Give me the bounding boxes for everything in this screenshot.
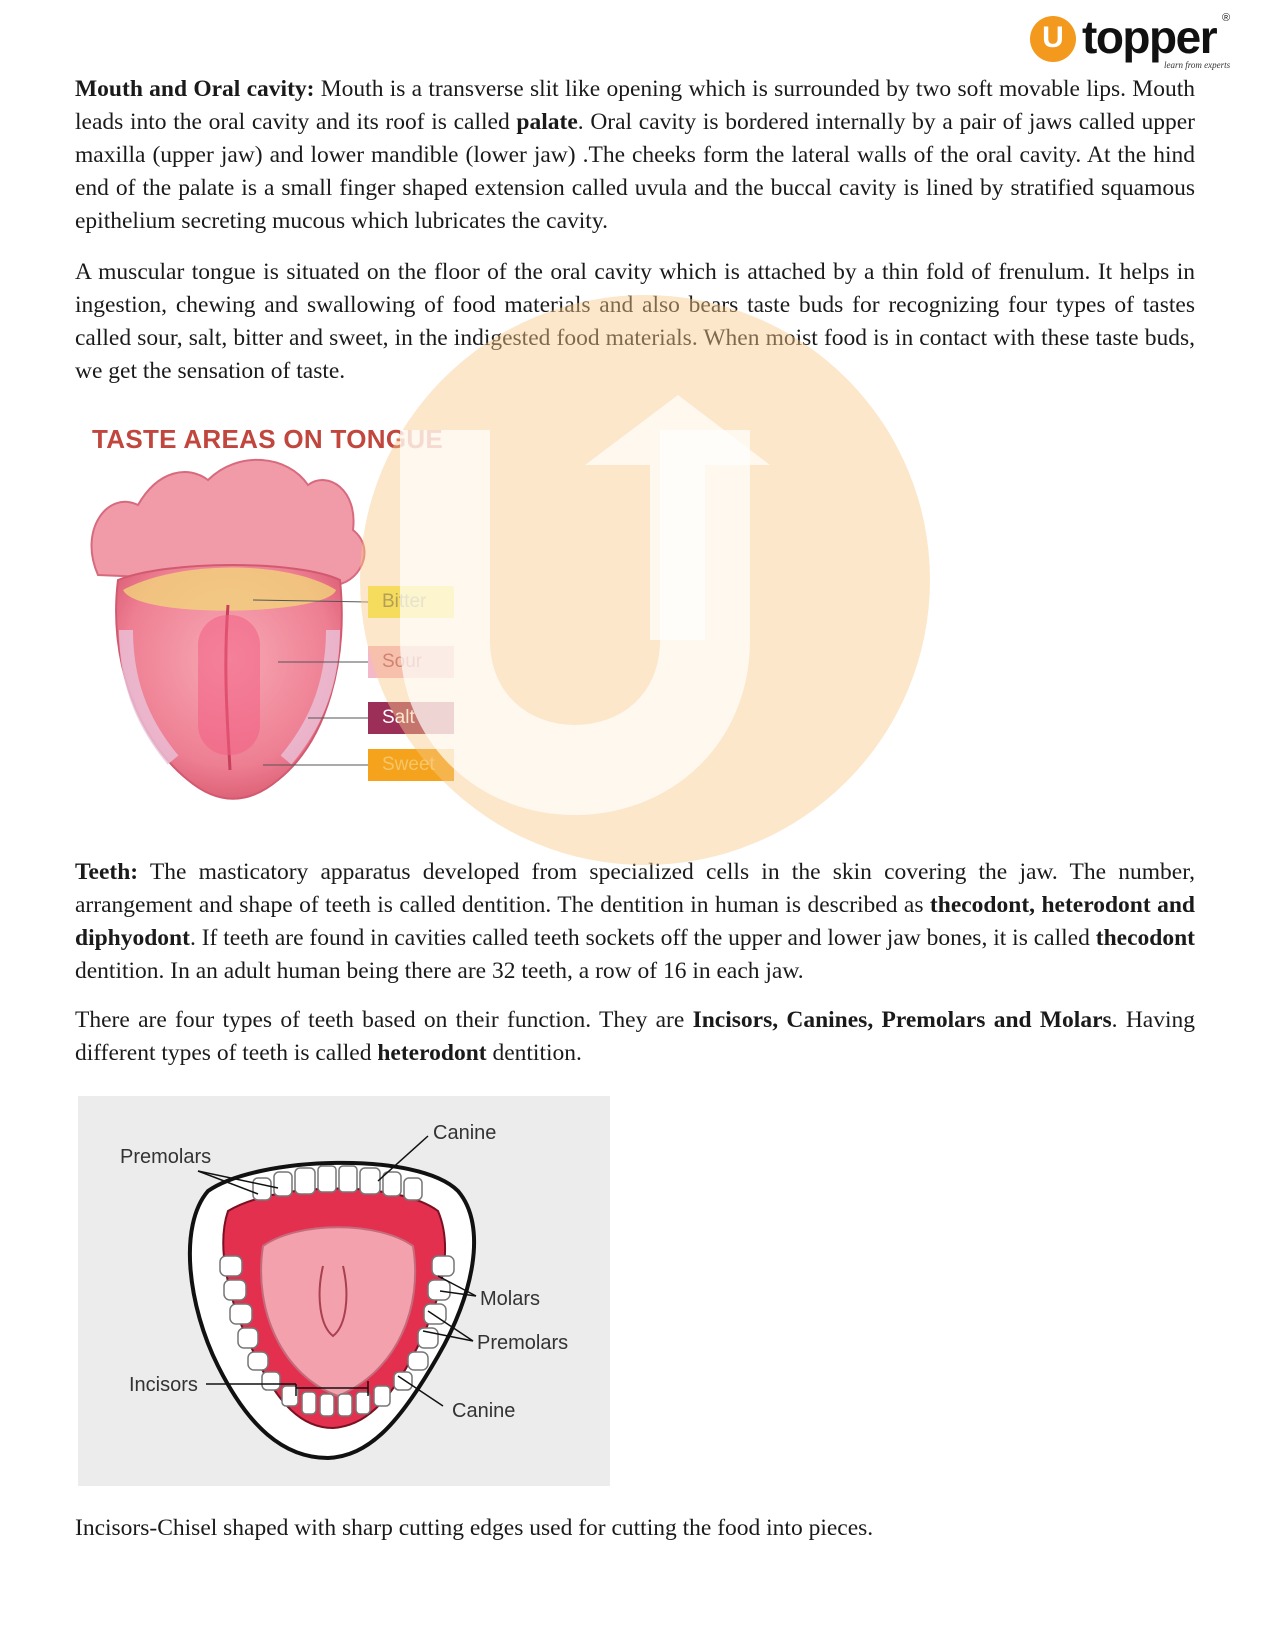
palate-term: palate [516,109,578,135]
sweet-label: Sweet [368,749,454,781]
mouth-oral-cavity-paragraph [75,73,1195,238]
molars-label: Molars [480,1288,541,1310]
salt-label: Salt [368,702,454,734]
premolars-right-label: Premolars [477,1332,569,1354]
teeth-text-1: The masticatory apparatus developed from specialized cells in the skin covering the jaw. The number, arrangement and shape of teeth is called dentition. The dentition in human is described as [75,859,1195,918]
teeth-heading: Teeth: [75,859,139,885]
taste-figure-title: TASTE AREAS ON TONGUE [92,424,444,454]
dentition-types-term: thecodont, heterodont and diphyodont [75,892,1195,951]
incisors-label: Incisors [129,1374,198,1396]
taste-areas-figure [78,410,468,830]
bitter-label: Bitter [368,586,454,618]
types-text-1: There are four types of teeth based on their function. They are [75,1007,693,1033]
topper-logo [1030,10,1240,72]
teeth-types-term: Incisors, Canines, Premolars and Molars [692,1007,1112,1033]
brand-name: topper [1082,11,1217,63]
mouth-heading: Mouth and Oral cavity: [75,76,315,102]
tongue-paragraph: A muscular tongue is situated on the floor of the oral cavity which is attached by a thin fold of frenulum. It helps in ingestion, chewing and swallowing of food materials and also bears taste buds for recognizing four types of tastes called sour, salt, bitter and sweet, in the indigested food materials. When moist food is in contact with these taste buds, we get the sensation of taste. [75,259,1195,384]
topper-logo-icon: U [1030,16,1076,62]
registered-mark: ® [1222,12,1231,24]
teeth-text-2: . If teeth are found in cavities called teeth sockets off the upper and lower jaw bones, it is called [189,925,1096,951]
mouth-text-1: Mouth is a transverse slit like opening which is surrounded by two soft movable lips. Mouth leads into the oral cavity and its roof is called [75,76,1195,135]
premolars-top-label: Premolars [120,1146,212,1168]
heterodont-term: heterodont [377,1040,487,1066]
teeth-text-3: dentition. In an adult human being there are 32 teeth, a row of 16 in each jaw. [75,958,804,984]
teeth-types-figure [78,1096,610,1486]
brand-tagline: learn from experts [1164,60,1231,70]
canine-top-label: Canine [433,1122,497,1144]
incisors-paragraph: Incisors-Chisel shaped with sharp cutting edges used for cutting the food into pieces. [75,1515,874,1541]
sour-label: Sour [368,646,454,678]
mouth-text-2: . Oral cavity is bordered internally by a pair of jaws called upper maxilla (upper jaw) and lower mandible (lower jaw) .The cheeks form the lateral walls of the oral cavity. At the hind end of the palate is a small finger shaped extension called uvula and the buccal cavity is lined by stratified squamous epithelium secreting mucous which lubricates the cavity. [75,109,1195,234]
types-text-3: dentition. [486,1040,582,1066]
teeth-types-paragraph [75,1004,1195,1070]
thecodont-term: thecodont [1095,925,1195,951]
canine-bottom-label: Canine [452,1400,516,1422]
types-text-2: . Having different types of teeth is called [75,1007,1195,1066]
teeth-paragraph [75,856,1195,988]
